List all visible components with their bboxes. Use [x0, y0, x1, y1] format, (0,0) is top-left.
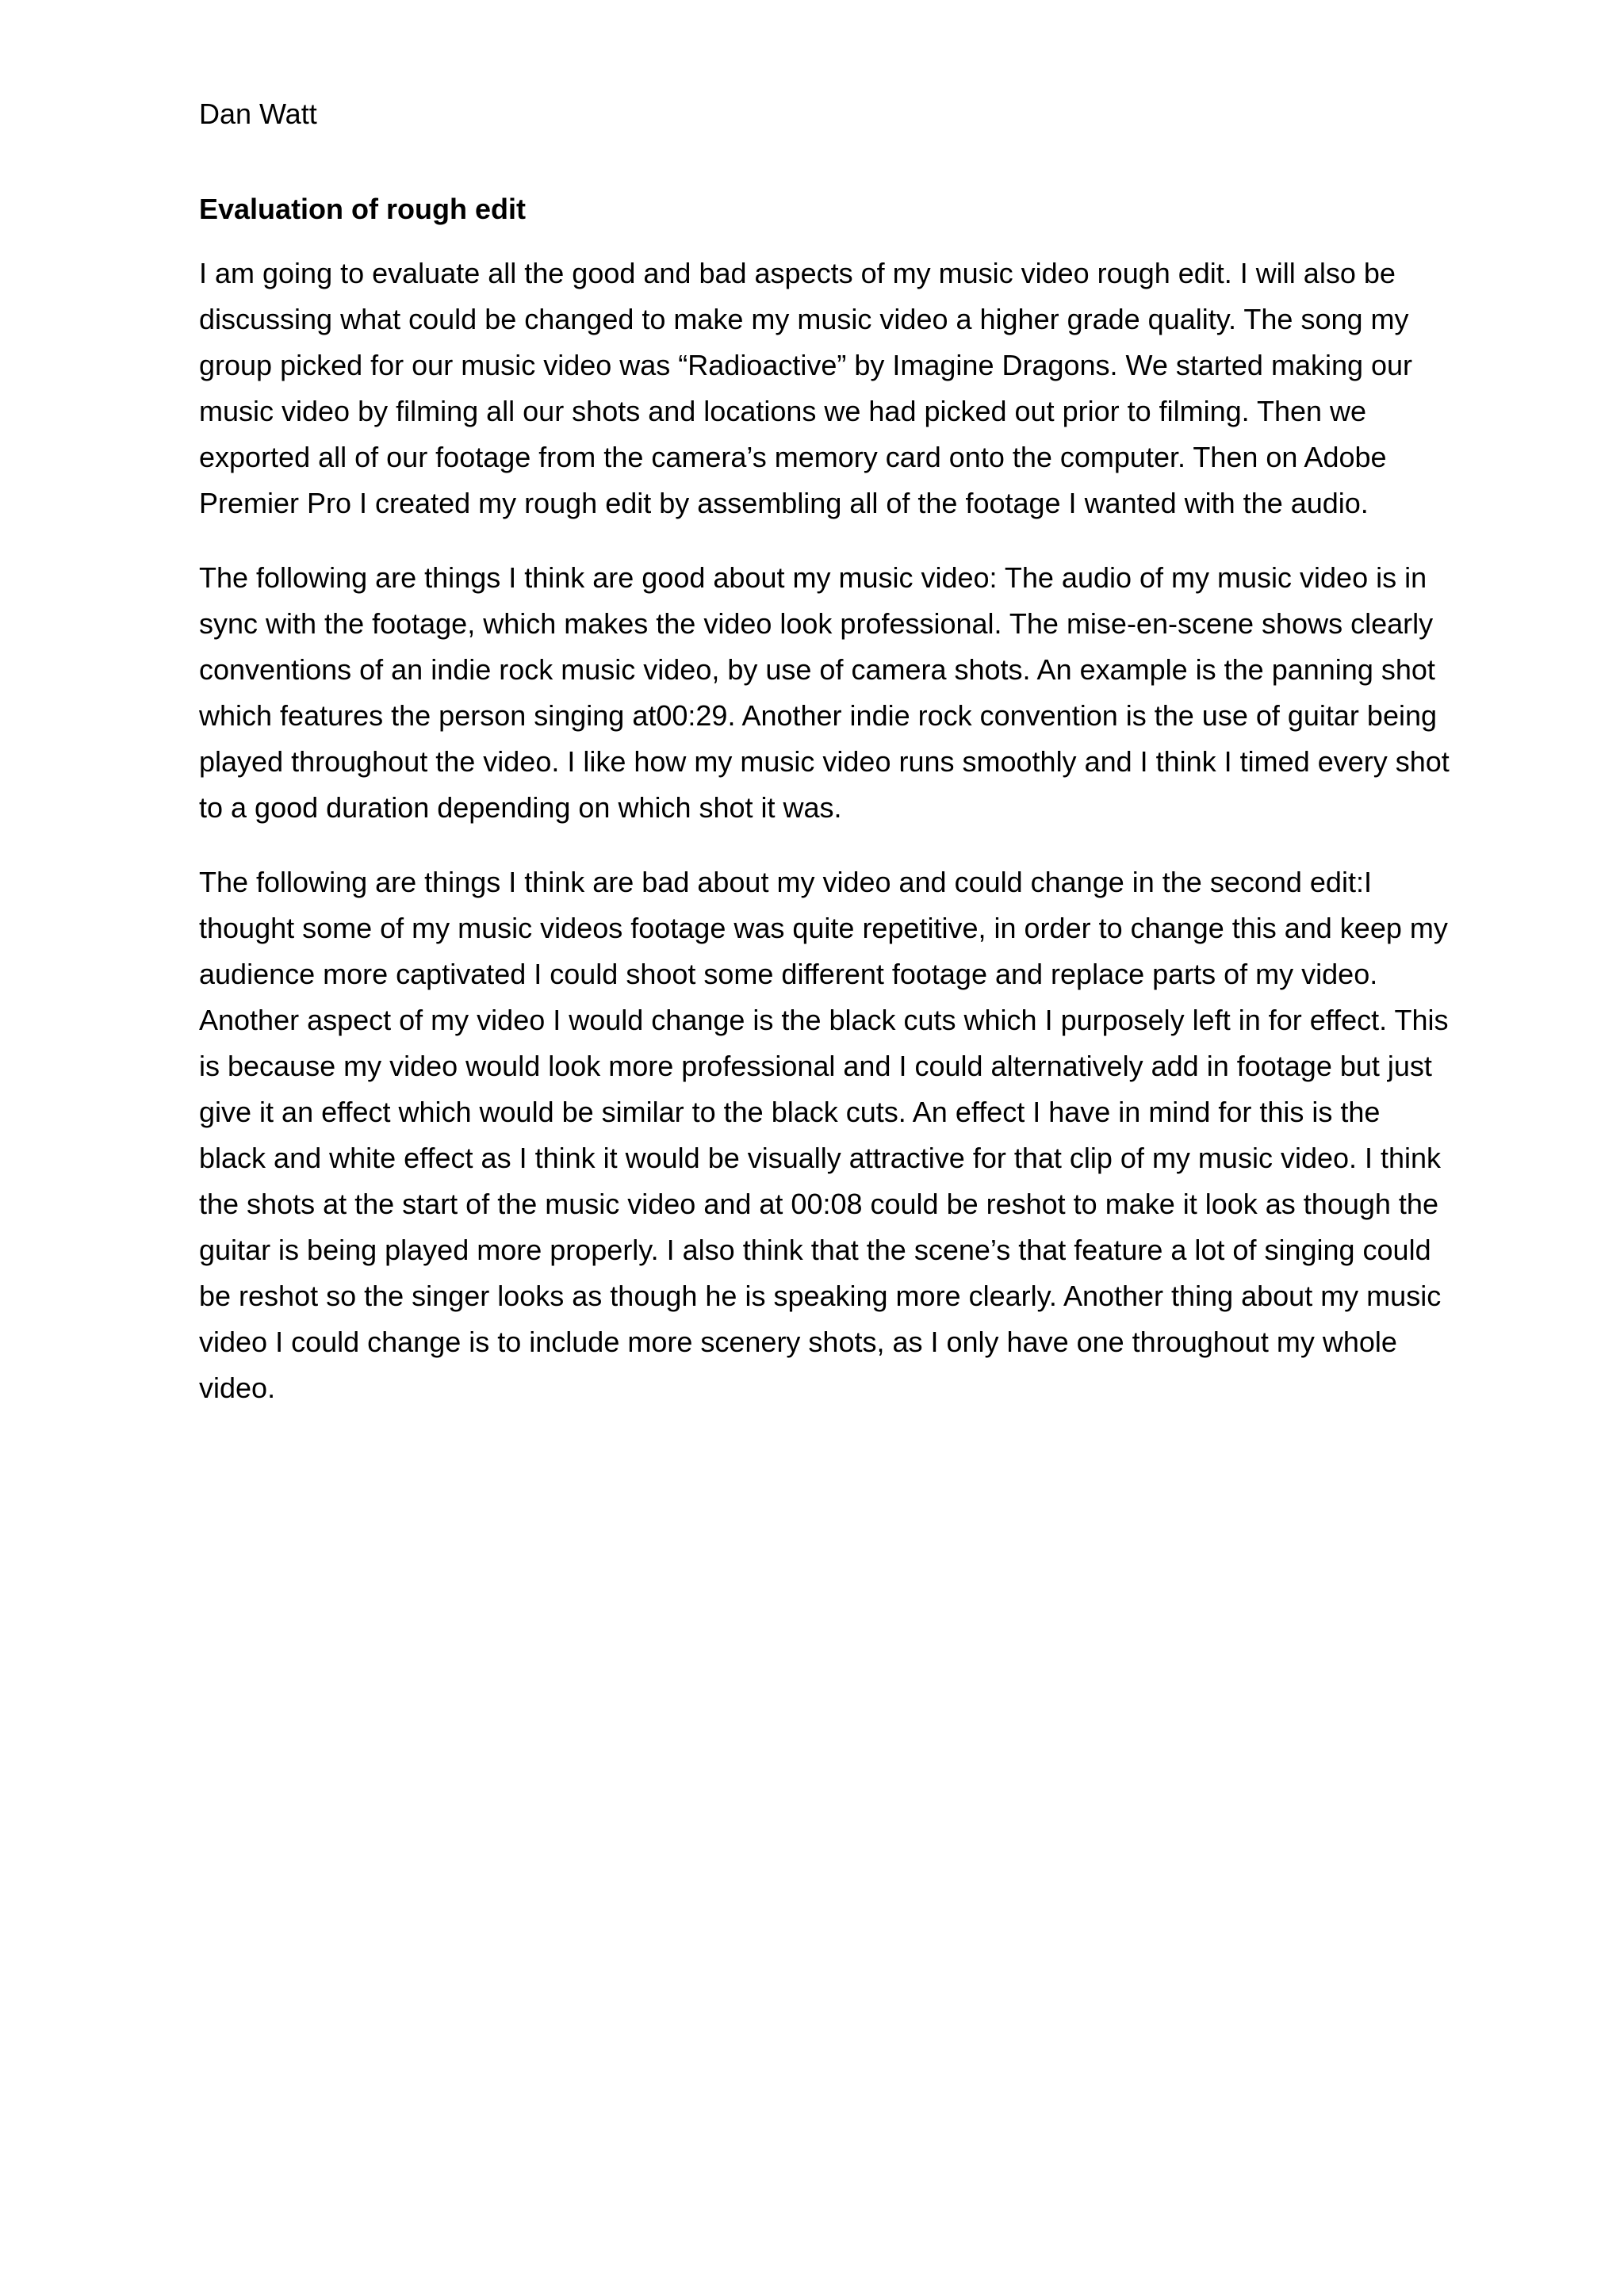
document-title: Evaluation of rough edit [199, 193, 526, 225]
paragraph-intro: I am going to evaluate all the good and bad aspects of my music video rough edit. I will also be discussing what could be changed to make my music video a higher grade quality. The song my group picked for our music video was “Radioactive” by Imagine Dragons. We started making our music video by filming all our shots and locations we had picked out prior to filming. Then we exported all of our footage from the camera’s memory card onto the computer. Then on Adobe Premier Pro I created my rough edit by assembling all of the footage I wanted with the audio. [199, 257, 1413, 519]
paragraph-bad-aspects: The following are things I think are bad about my video and could change in the second edit:I thought some of my music videos footage was quite repetitive, in order to change this and keep my audience more captivated I could shoot some different footage and replace parts of my video. Another aspect of my video I would change is the black cuts which I purposely left in for effect. This is because my video would look more professional and I could alternatively add in footage but just give it an effect which would be similar to the black cuts. An effect I have in mind for this is the black and white effect as I think it would be visually attractive for that clip of my music video. I think the shots at the start of the music video and at 00:08 could be reshot to make it look as though the guitar is being played more properly. I also think that the scene’s that feature a lot of singing could be reshot so the singer looks as though he is speaking more clearly. Another thing about my music video I could change is to include more scenery shots, as I only have one throughout my whole video. [199, 866, 1449, 1404]
document-body [199, 95, 1452, 1440]
paragraph-good-aspects: The following are things I think are good about my music video: The audio of my music video is in sync with the footage, which makes the video look professional. The mise-en-scene shows clearly conventions of an indie rock music video, by use of camera shots. An example is the panning shot which features the person singing at00:29. Another indie rock convention is the use of guitar being played throughout the video. I like how my music video runs smoothly and I think I timed every shot to a good duration depending on which shot it was. [199, 561, 1450, 824]
author-name: Dan Watt [199, 98, 317, 130]
